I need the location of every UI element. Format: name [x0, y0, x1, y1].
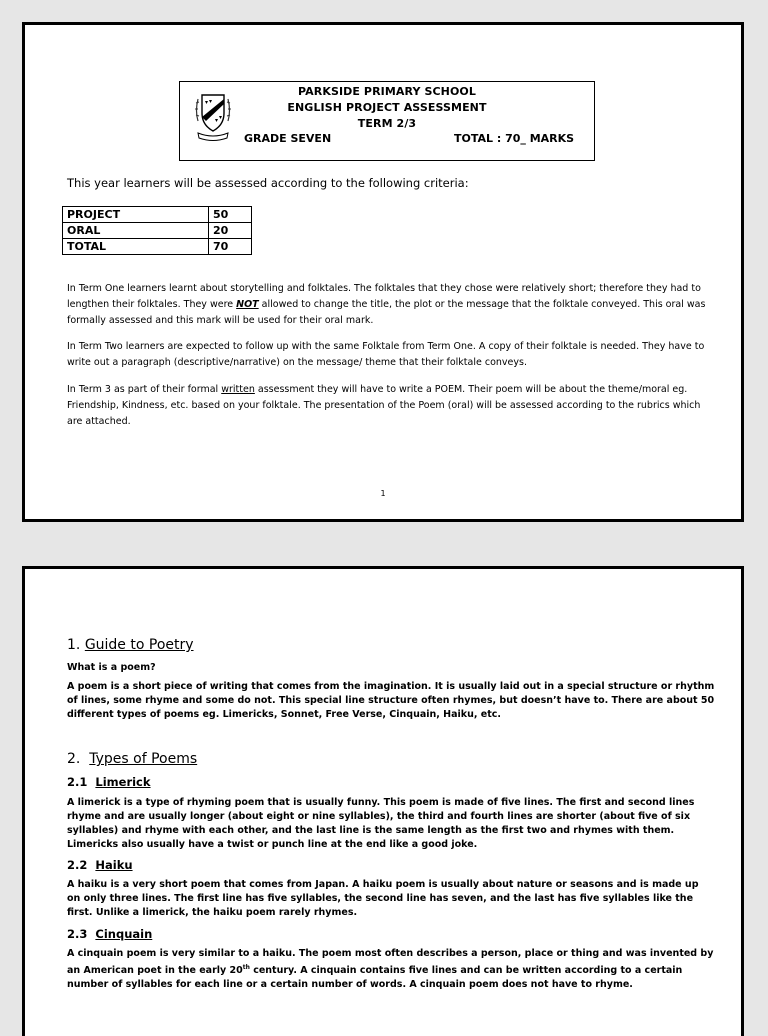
marks-value: 20 — [209, 223, 252, 239]
cinquain-number: 2.3 — [67, 927, 88, 941]
term-one-text-start: In Term One learners learnt about storytelling and folktales. The folktales that they chose were relatively short; therefore they had to lengthen their folktales. They were — [67, 283, 701, 310]
guide-heading — [67, 637, 194, 653]
haiku-number: 2.2 — [67, 858, 88, 872]
poem-definition: A poem is a short piece of writing that comes from the imagination. It is usually laid out in a special structure or rhythm of lines, some rhyme and some do not. This special line structure often rhymes, but doesn’t have to. There are about 50 different types of poems eg. Limericks, Sonnet, Free Verse, Cinquain, Haiku, etc. — [67, 681, 715, 720]
document-page-2 — [22, 566, 744, 1036]
limerick-body: A limerick is a type of rhyming poem that is usually funny. This poem is made of five lines. The first and second lines rhyme and are usually longer (about eight or nine syllables), the third and fourth lines are shorter (about five of six syllables) and rhyme with each other, and the last line is the same length as the first two and rhymes with them. Limericks also usually have a twist or punch line at the end like a good joke. — [67, 797, 695, 850]
term-three-paragraph — [67, 382, 707, 430]
cinquain-title: Cinquain — [95, 927, 153, 941]
total-marks-label: TOTAL : 70_ MARKS — [454, 132, 575, 145]
poem-question: What is a poem? — [67, 662, 156, 673]
term-three-text-start: In Term 3 as part of their formal — [67, 384, 222, 395]
page-number: 1 — [380, 489, 386, 498]
types-title: Types of Poems — [89, 751, 198, 767]
marks-label: ORAL — [63, 223, 209, 239]
haiku-heading — [67, 858, 133, 872]
term-label: TERM 2/3 — [357, 117, 417, 130]
cinquain-heading — [67, 927, 152, 941]
cinquain-text-start: A cinquain poem is very similar to a haiku. The poem most often describes a person, place or thing and was invented by an American poet in the early 20 — [67, 948, 714, 977]
cinquain-body — [67, 947, 715, 992]
cinquain-text-end: century. A cinquain contains five lines and can be written according to a certain number of syllables for each line or a certain number of words. A cinquain poem does not have to rhyme. — [67, 965, 683, 991]
not-emphasis: NOT — [236, 299, 259, 310]
assessment-header — [179, 81, 595, 161]
guide-number: 1. — [67, 637, 81, 653]
term-three-text-end: assessment they will have to write a POEM. Their poem will be about the theme/moral eg. Friendship, Kindness, etc. based on your folktale. The presentation of the Poem (oral) will be assessed according to the rubrics which are attached. — [67, 384, 701, 427]
ordinal-suffix: th — [242, 964, 250, 971]
marks-value: 70 — [209, 239, 252, 255]
haiku-body: A haiku is a very short poem that comes from Japan. A haiku poem is usually about nature or seasons and is made up on only three lines. The first line has five syllables, the second line has seven, and the last has five syllables like the first. Unlike a limerick, the haiku poem rarely rhymes. — [67, 879, 699, 918]
table-row — [63, 223, 252, 239]
term-one-paragraph — [67, 281, 707, 329]
marks-label: TOTAL — [63, 239, 209, 255]
types-number: 2. — [67, 751, 81, 767]
document-page-1 — [22, 22, 744, 522]
table-row — [63, 239, 252, 255]
assessment-title: ENGLISH PROJECT ASSESSMENT — [287, 101, 487, 114]
written-underlined: written — [221, 384, 255, 395]
table-row — [63, 207, 252, 223]
criteria-intro: This year learners will be assessed according to the following criteria: — [67, 176, 469, 190]
term-one-text-end: allowed to change the title, the plot or the message that the folktale conveyed. This oral was formally assessed and this mark will be used for their oral mark. — [67, 299, 706, 326]
grade-label: GRADE SEVEN — [244, 132, 332, 145]
limerick-title: Limerick — [95, 775, 151, 789]
term-two-paragraph: In Term Two learners are expected to follow up with the same Folktale from Term One. A copy of their folktale is needed. They have to write out a paragraph (descriptive/narrative) on the message/ theme that their folktale conveys. — [67, 341, 705, 368]
haiku-title: Haiku — [95, 858, 133, 872]
school-name: PARKSIDE PRIMARY SCHOOL — [297, 85, 476, 98]
marks-value: 50 — [209, 207, 252, 223]
marks-table — [62, 206, 252, 255]
guide-title: Guide to Poetry — [84, 637, 194, 653]
limerick-heading — [67, 775, 151, 789]
marks-label: PROJECT — [63, 207, 209, 223]
limerick-number: 2.1 — [67, 775, 88, 789]
types-heading — [67, 751, 197, 767]
